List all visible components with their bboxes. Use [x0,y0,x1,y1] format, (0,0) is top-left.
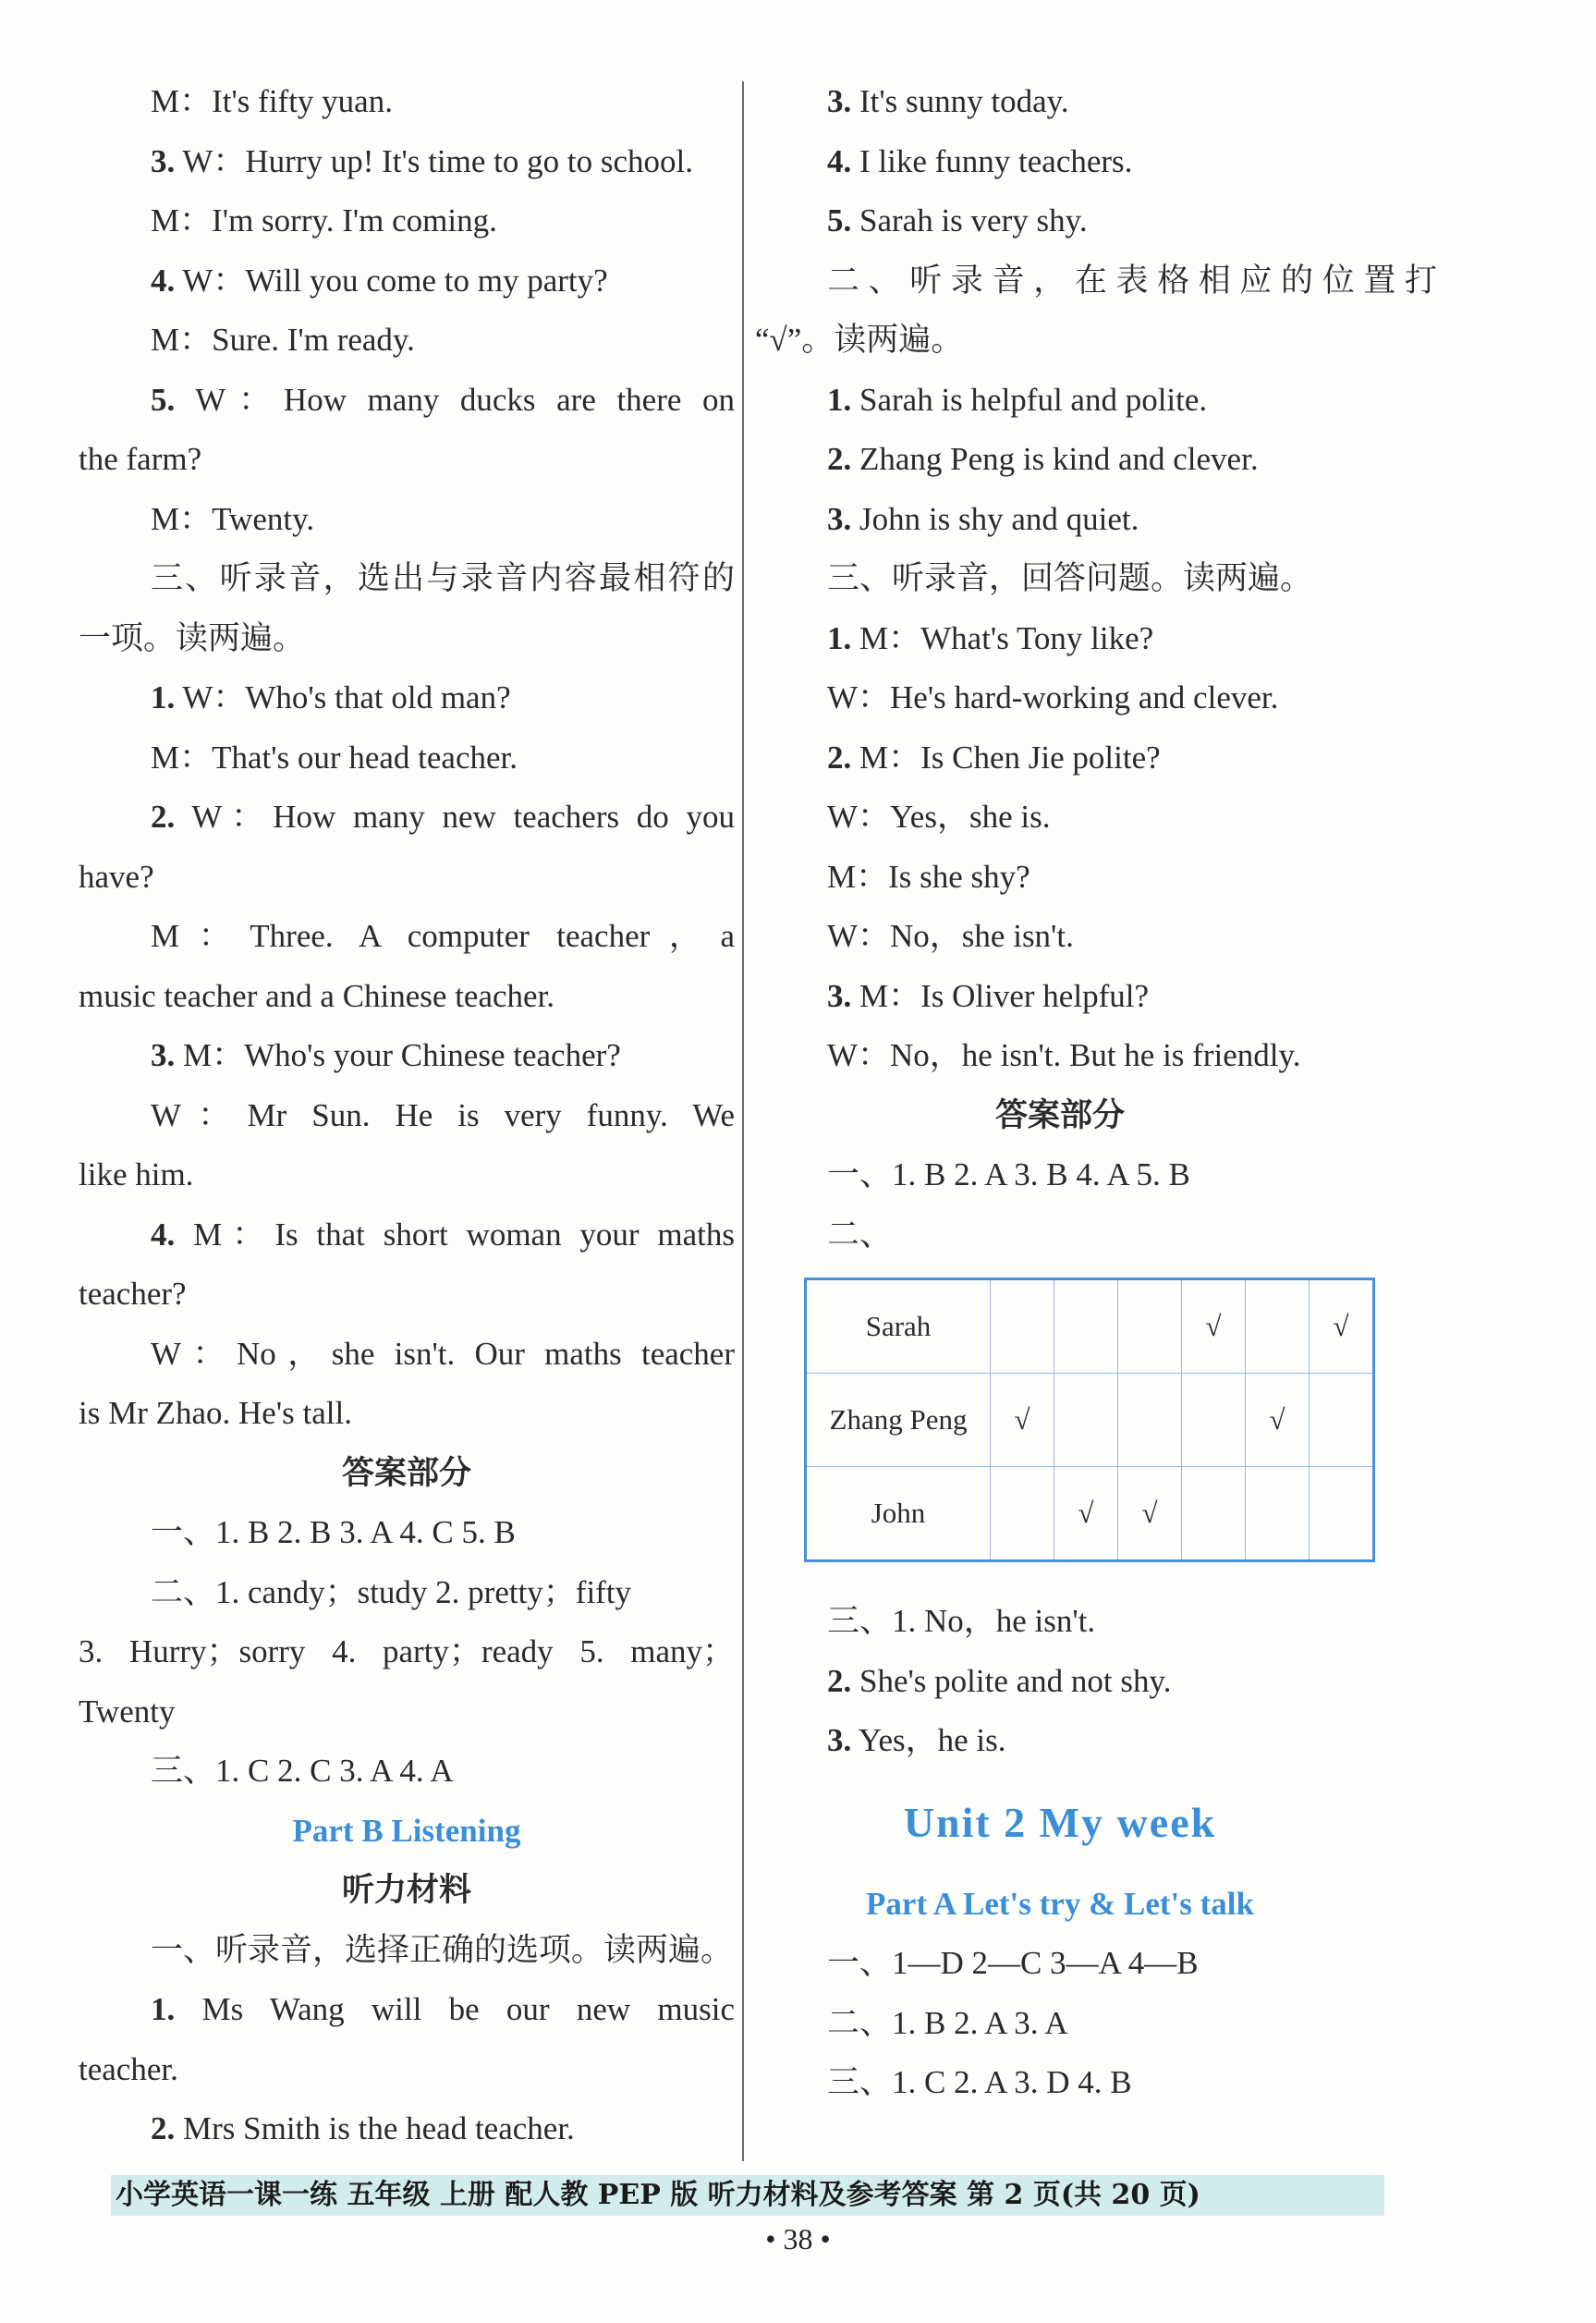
text-line: 1. M：What's Tony like? [827,619,1154,656]
right-column [755,72,1437,2113]
text-line: 1. Sarah is helpful and polite. [827,381,1208,418]
table-cell [1246,1467,1310,1561]
text-line: 3. M：Who's your Chinese teacher? [151,1037,621,1073]
text-line: the farm? [79,441,202,477]
text-line: have? [79,858,154,895]
answer-line: 二、1. candy；study 2. pretty；fifty [151,1573,632,1610]
question-heading: 二、听录音，在表格相应的位置打 [827,262,1437,299]
answer-line: 三、1. C 2. A 3. D 4. B [827,2064,1132,2100]
text-line: 5. W：How many ducks are there on [151,381,735,418]
text-line: 2. Mrs Smith is the head teacher. [151,2110,575,2146]
answer-line: 三、1. No，he isn't. [827,1603,1096,1639]
text-line: 3. W：Hurry up! It's time to go to school. [151,142,693,179]
text-line: 4. I like funny teachers. [827,142,1133,179]
answer-line: 二、1. B 2. A 3. A [827,2004,1068,2041]
answer-line: 3. Yes，he is. [827,1722,1006,1758]
footer-text: 小学英语一课一练 五年级 上册 配人教 PEP 版 听力材料及参考答案 第 2 页(共 20 页) [116,2179,1200,2211]
question-heading: 一项。读两遍。 [79,619,306,656]
answer-section-heading: 答案部分 [341,1454,471,1492]
text-line: W：Mr Sun. He is very funny. We [151,1096,735,1133]
question-heading: 一、听录音，选择正确的选项。读两遍。 [151,1931,734,1968]
table-cell [1246,1279,1310,1374]
text-line: 1. Ms Wang will be our new music [151,1991,735,2027]
text-line: teacher. [79,2050,178,2087]
table-cell [1118,1279,1182,1374]
part-heading: Part B Listening [292,1812,521,1849]
text-line: like him. [79,1156,194,1192]
table-row-name: Sarah [806,1279,991,1374]
text-line: M：Three. A computer teacher，a [151,918,735,954]
table-cell [1118,1374,1182,1467]
text-line: 2. Zhang Peng is kind and clever. [827,441,1259,477]
text-line: W：Yes，she is. [827,799,1051,835]
text-line: 3. M：Is Oliver helpful? [827,977,1149,1014]
answer-section-heading: 答案部分 [994,1096,1125,1134]
table-row [806,1279,1374,1374]
text-line: W：He's hard-working and clever. [827,679,1279,715]
answer-line: 一、1—D 2—C 3—A 4—B [827,1945,1199,1981]
table-cell: √ [1182,1279,1246,1374]
column-divider [742,81,744,2161]
page-number: • 38 • [765,2222,831,2256]
table-cell: √ [1310,1279,1374,1374]
answer-line: 2. She's polite and not shy. [827,1662,1172,1699]
question-heading: “√”。读两遍。 [755,322,964,358]
text-line: teacher? [79,1276,187,1312]
text-line: 3. It's sunny today. [827,83,1069,119]
answer-line: 一、1. B 2. A 3. B 4. A 5. B [827,1156,1190,1192]
question-heading: 三、听录音，回答问题。读两遍。 [827,560,1313,596]
text-line: M：I'm sorry. I'm coming. [151,202,497,238]
text-line: W：No，he isn't. But he is friendly. [827,1037,1301,1073]
text-line: 2. W：How many new teachers do you [151,799,735,835]
question-heading: 三、听录音，选出与录音内容最相符的 [151,560,735,596]
text-line: music teacher and a Chinese teacher. [79,977,555,1014]
answer-table [804,1278,1375,1562]
table-cell: √ [1054,1467,1118,1561]
table-cell [1182,1467,1246,1561]
table-cell [1054,1374,1118,1467]
table-cell: √ [1118,1467,1182,1561]
left-column [79,72,735,2159]
text-line: M：Is she shy? [827,858,1030,895]
table-cell [1054,1279,1118,1374]
table-row [806,1467,1374,1561]
table-cell [1310,1467,1374,1561]
text-line: M：Sure. I'm ready. [151,322,415,358]
text-line: is Mr Zhao. He's tall. [79,1395,352,1431]
text-line: M：Twenty. [151,500,315,537]
answer-line: 3. Hurry；sorry 4. party；ready 5. many； [79,1633,735,1669]
table-row [806,1374,1374,1467]
text-line: 1. W：Who's that old man? [151,679,511,715]
table-cell [1182,1374,1246,1467]
table-cell: √ [991,1374,1054,1467]
answer-line: 三、1. C 2. C 3. A 4. A [151,1753,454,1789]
table-row-name: John [806,1467,991,1561]
table-row-name: Zhang Peng [806,1374,991,1467]
table-cell: √ [1246,1374,1310,1467]
text-line: M：It's fifty yuan. [151,83,393,119]
unit-title: Unit 2 My week [903,1798,1217,1846]
text-line: W：No，she isn't. Our maths teacher [151,1335,735,1372]
table-cell [991,1467,1054,1561]
listening-material-heading: 听力材料 [341,1872,471,1909]
text-line: 5. Sarah is very shy. [827,202,1088,238]
answer-line: Twenty [79,1693,176,1730]
part-heading: Part A Let's try & Let's talk [866,1885,1254,1922]
text-line: 2. M：Is Chen Jie polite? [827,739,1161,776]
text-line: 4. M：Is that short woman your maths [151,1216,735,1253]
text-line: 3. John is shy and quiet. [827,500,1139,537]
text-line: 4. W：Will you come to my party? [151,262,608,299]
table-cell [1310,1374,1374,1467]
answer-line: 二、 [827,1216,893,1253]
text-line: W：No，she isn't. [827,918,1074,954]
table-cell [991,1279,1054,1374]
text-line: M：That's our head teacher. [151,739,518,776]
answer-line: 一、1. B 2. B 3. A 4. C 5. B [151,1514,516,1550]
